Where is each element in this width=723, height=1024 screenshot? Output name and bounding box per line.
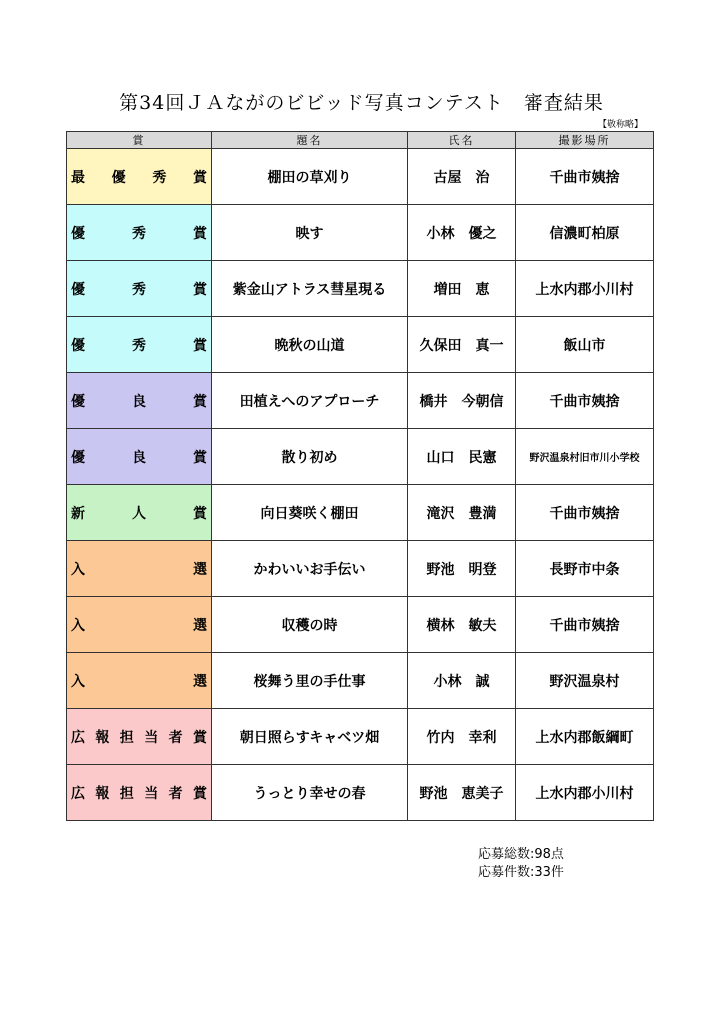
award-cell: 新人賞 [67,485,212,541]
award-cell: 優秀賞 [67,317,212,373]
table-header-row [67,132,654,149]
total-points-text: 応募総数:98点 [478,847,564,862]
table-row [67,597,654,653]
title-cell: 棚田の草刈り [212,149,408,205]
table-row [67,429,654,485]
location-cell: 長野市中条 [516,541,654,597]
table-row [67,205,654,261]
location-cell: 上水内郡小川村 [516,765,654,821]
name-cell: 小林 優之 [408,205,516,261]
award-cell: 入選 [67,541,212,597]
name-cell: 久保田 真一 [408,317,516,373]
location-cell: 野沢温泉村旧市川小学校 [516,429,654,485]
award-cell: 入選 [67,653,212,709]
location-cell: 上水内郡小川村 [516,261,654,317]
table-row [67,317,654,373]
award-cell: 優秀賞 [67,261,212,317]
name-cell: 竹内 幸利 [408,709,516,765]
table-row [67,765,654,821]
table-row [67,149,654,205]
title-cell: 桜舞う里の手仕事 [212,653,408,709]
table-row [67,261,654,317]
title-cell: かわいいお手伝い [212,541,408,597]
total-entries-text: 応募件数:33件 [478,865,564,880]
location-cell: 上水内郡飯綱町 [516,709,654,765]
table-row [67,373,654,429]
column-header-title: 題名 [212,132,408,149]
award-cell: 広報担当者賞 [67,709,212,765]
name-cell: 滝沢 豊満 [408,485,516,541]
name-cell: 古屋 治 [408,149,516,205]
location-cell: 千曲市姨捨 [516,485,654,541]
location-cell: 千曲市姨捨 [516,149,654,205]
column-header-location: 撮影場所 [516,132,654,149]
location-cell: 飯山市 [516,317,654,373]
name-cell: 小林 誠 [408,653,516,709]
column-header-name: 氏名 [408,132,516,149]
title-cell: 紫金山アトラス彗星現る [212,261,408,317]
title-cell: 向日葵咲く棚田 [212,485,408,541]
table-row [67,541,654,597]
title-cell: 散り初め [212,429,408,485]
name-cell: 野池 恵美子 [408,765,516,821]
title-cell: うっとり幸せの春 [212,765,408,821]
title-cell: 田植えへのアプローチ [212,373,408,429]
name-cell: 野池 明登 [408,541,516,597]
location-cell: 野沢温泉村 [516,653,654,709]
title-cell: 収穫の時 [212,597,408,653]
award-cell: 広報担当者賞 [67,765,212,821]
results-table [66,131,654,821]
award-cell: 優良賞 [67,373,212,429]
title-cell: 映す [212,205,408,261]
title-cell: 朝日照らすキャベツ畑 [212,709,408,765]
title-cell: 晩秋の山道 [212,317,408,373]
award-cell: 優良賞 [67,429,212,485]
name-cell: 山口 民憲 [408,429,516,485]
location-cell: 千曲市姨捨 [516,597,654,653]
award-cell: 入選 [67,597,212,653]
table-row [67,653,654,709]
page-title: 第34回ＪＡながのビビッド写真コンテスト 審査結果 [119,92,604,114]
name-cell: 増田 恵 [408,261,516,317]
location-cell: 信濃町柏原 [516,205,654,261]
column-header-award: 賞 [67,132,212,149]
entry-stats [478,846,564,882]
location-cell: 千曲市姨捨 [516,373,654,429]
name-cell: 横林 敏夫 [408,597,516,653]
table-row [67,709,654,765]
award-cell: 最優秀賞 [67,149,212,205]
name-cell: 橋井 今朝信 [408,373,516,429]
award-cell: 優秀賞 [67,205,212,261]
honorific-note: 【敬称略】 [597,120,643,130]
table-row [67,485,654,541]
